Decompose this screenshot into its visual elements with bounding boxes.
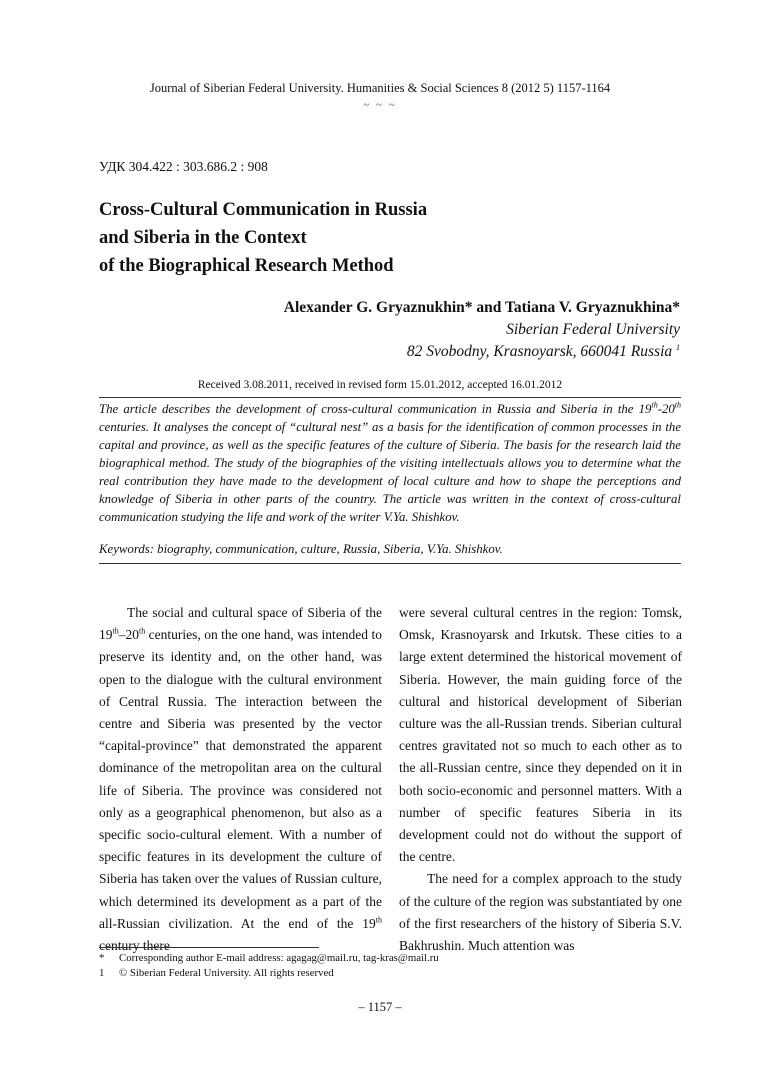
abstract-text-1: The article describes the development of cross-cultural communication in Russia and Siberia in the 19 — [99, 402, 652, 416]
footnotes — [99, 951, 681, 981]
address-footnote-mark: 1 — [676, 342, 680, 352]
body-sup: th — [112, 626, 119, 636]
title-line-3: of the Biographical Research Method — [99, 256, 394, 276]
received-dates: Received 3.08.2011, received in revised form 15.01.2012, accepted 16.01.2012 — [197, 379, 563, 391]
header-ornament: ~ ~ ~ — [363, 99, 397, 111]
title-line-2: and Siberia in the Context — [99, 228, 307, 248]
footnote-mark: 1 — [99, 967, 105, 979]
body-text: The social and cultural space of Siberia of the 19 — [99, 605, 382, 643]
abstract-text-3: centuries. It analyses the concept of “cultural nest” as a basis for the identification of common processes in the capital and province, as well as the specific features of the culture of Siberia. The basis for the research laid the biographical method. The study of the biographies of the visiting intellectuals allows you to determine what the real contribution they have made to the development of local culture and how to shape the perceptions and knowledge of Siberia in other parts of the country. The article was written in the context of cross-cultural communication studying the life and work of the writer V.Ya. Shishkov. — [99, 420, 681, 524]
body-paragraph — [99, 602, 382, 957]
footnote — [99, 966, 681, 981]
footnote — [99, 951, 681, 966]
address — [284, 341, 680, 363]
keywords: Keywords: biography, communication, culture, Russia, Siberia, V.Ya. Shishkov. — [99, 542, 503, 556]
journal-header: Journal of Siberian Federal University. Humanities & Social Sciences 8 (2012 5) 1157-1164 — [149, 81, 611, 95]
body-sup: th — [138, 626, 146, 636]
footnote-text: © Siberian Federal University. All rights reserved — [119, 967, 334, 979]
footnote-rule — [99, 947, 319, 948]
body-text: centuries, on the one hand, was intended to preserve its identity and, on the other hand, was open to the dialogue with the cultural environment of Central Russia. The interaction between the centre and Siberia was presented by the vector “capital-province” that demonstrated the apparent dominance of the metropolitan area on the cultural life of Siberia. The province was considered not only as a geographical phenomenon, but also as a specific socio-cultural element. With a number of specific features in its development the culture of Siberia has taken over the values of Russian culture, which determined its development as a part of the all-Russian civilization. At the end of the 19 — [99, 627, 382, 931]
address-text: 82 Svobodny, Krasnoyarsk, 660041 Russia — [406, 343, 673, 360]
body-sup: th — [375, 915, 382, 925]
footnote-text: Corresponding author E-mail address: agagag@mail.ru, tag-kras@mail.ru — [119, 952, 439, 964]
affiliation: Siberian Federal University — [506, 321, 680, 338]
abstract-text-2: -20 — [657, 402, 675, 416]
footnote-mark: * — [99, 952, 105, 964]
author-block — [284, 297, 680, 363]
abstract-sup-2: th — [674, 400, 681, 410]
body-paragraph: The need for a complex approach to the study of the culture of the region was substantiated by one of the first researchers of the history of Siberia S.V. Bakhrushin. Much attention was — [399, 871, 682, 954]
abstract-top-rule — [99, 397, 681, 398]
body-column-left — [99, 602, 382, 957]
page-number: – 1157 – — [358, 1000, 402, 1014]
article-title — [99, 196, 659, 280]
body-text: century there — [99, 938, 170, 954]
abstract — [99, 400, 681, 526]
abstract-bottom-rule — [99, 563, 681, 564]
body-paragraph: were several cultural centres in the region: Tomsk, Omsk, Krasnoyarsk and Irkutsk. These cities to a large extent determined the historical movement of Siberia. However, the main guiding force of the cultural and historical development of Siberian culture was the all-Russian trends. Siberian cultural centres gravitated not so much to each other as to the all-Russian centre, since they depended on it in both socio-economic and personnel matters. With a number of specific features Siberia in its development could not do without the support of the centre. — [399, 605, 682, 865]
author-names: Alexander G. Gryaznukhin* and Tatiana V. Gryaznukhina* — [283, 299, 680, 316]
udk-code: УДК 304.422 : 303.686.2 : 908 — [99, 159, 268, 174]
body-column-right — [399, 602, 682, 957]
title-line-1: Cross-Cultural Communication in Russia — [99, 200, 428, 220]
body-text: –20 — [118, 627, 139, 643]
abstract-sup-1: th — [651, 400, 658, 410]
